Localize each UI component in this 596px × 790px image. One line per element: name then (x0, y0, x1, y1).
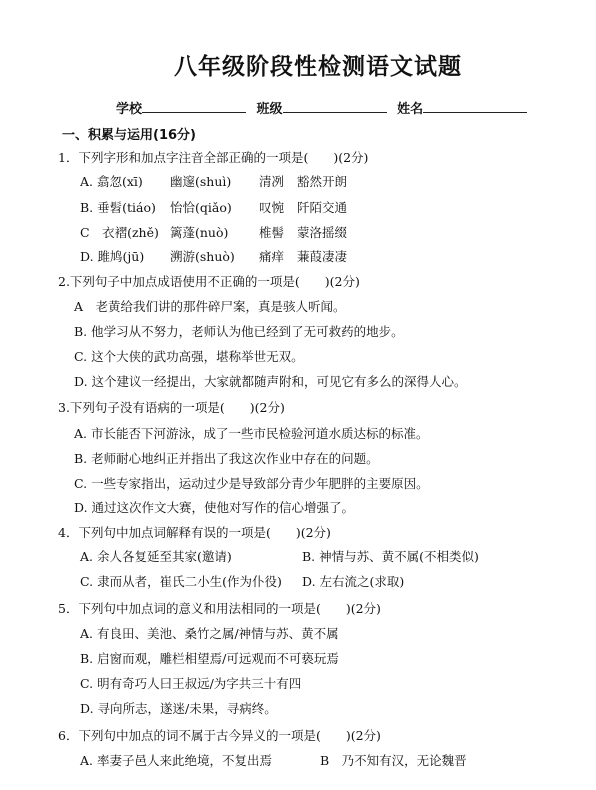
question-stem: 2.下列句子中加点成语使用不正确的一项是( )(2分) (58, 274, 360, 289)
q4-option: B. 神情与苏、黄不属(不相类似) (302, 549, 479, 564)
q3-option: C. 一些专家指出，运动过少是导致部分青少年肥胖的主要原因。 (74, 476, 429, 491)
q5-option: D. 寻向所志，遂迷/未果，寻病终。 (80, 701, 277, 716)
exam-title: 八年级阶段性检测语文试题 (174, 54, 462, 80)
name-label: 姓名 (397, 102, 424, 117)
q5-option: B. 启窗而观，雕栏相望焉/可远观而不可亵玩焉 (80, 651, 339, 666)
q1-word: 溯游(shuò) (170, 249, 235, 264)
q1-word: 蒹葭凄凄 (297, 249, 348, 264)
q1-word: 怡恰(qiǎo) (170, 200, 232, 215)
q5-option: A. 有良田、美池、桑竹之属/神情与苏、黄不属 (80, 626, 339, 641)
q2-option: C. 这个大侠的武功高强，堪称举世无双。 (74, 349, 304, 364)
q1-word: 幽邃(shuì) (170, 174, 232, 189)
q1-option: C 衣褶(zhě) (80, 225, 159, 240)
q1-word: 阡陌交通 (297, 200, 348, 215)
q3-option: D. 通过这次作文大赛，使他对写作的信心增强了。 (74, 500, 355, 515)
q4-option: A. 余人各复延至其家(邀请) (80, 549, 232, 564)
q1-word: 叹惋 (259, 200, 285, 215)
q1-option: B. 垂髫(tiáo) (80, 200, 156, 215)
section-heading: 一、积累与运用(16分) (62, 128, 196, 143)
question-stem: 5．下列句中加点词的意义和用法相同的一项是( )(2分) (58, 601, 381, 616)
question-stem: 4．下列句中加点词解释有误的一项是( )(2分) (58, 525, 331, 540)
student-info-line (116, 98, 533, 117)
q4-option: D. 左右流之(求取) (302, 574, 405, 589)
q1-option: A. 翕忽(xī) (80, 174, 143, 189)
q6-option: A. 率妻子邑人来此绝境，不复出焉 (80, 753, 272, 768)
q6-option: B 乃不知有汉，无论魏晋 (320, 753, 467, 768)
school-blank[interactable] (142, 100, 246, 113)
q4-option: C. 隶而从者，崔氏二小生(作为仆役) (80, 574, 282, 589)
q1-option: D. 雎鸠(jū) (80, 249, 145, 264)
q1-word: 清冽 (259, 174, 285, 189)
q1-word: 椎髻 (259, 225, 285, 240)
class-blank[interactable] (283, 100, 387, 113)
q2-option: A 老黄给我们讲的那件碎尸案，真是骇人听闻。 (74, 299, 346, 314)
q1-word: 痛痒 (259, 249, 285, 264)
q1-word: 豁然开朗 (297, 174, 348, 189)
question-stem: 3.下列句子没有语病的一项是( )(2分) (58, 400, 285, 415)
q5-option: C. 明有奇巧人曰王叔远/为字共三十有四 (80, 676, 302, 691)
question-stem: 1．下列字形和加点字注音全部正确的一项是( )(2分) (58, 150, 369, 165)
q3-option: A. 市长能否下河游泳，成了一些市民检验河道水质达标的标准。 (74, 426, 429, 441)
q3-option: B. 老师耐心地纠正并指出了我这次作业中存在的问题。 (74, 451, 379, 466)
name-blank[interactable] (423, 100, 527, 113)
q1-word: 篱蓬(nuò) (170, 225, 229, 240)
class-label: 班级 (256, 102, 283, 117)
q1-word: 蒙洛摇缀 (297, 225, 348, 240)
question-stem: 6．下列句中加点的词不属于古今异义的一项是( )(2分) (58, 728, 381, 743)
q2-option: B. 他学习从不努力，老师认为他已经到了无可救药的地步。 (74, 324, 404, 339)
q2-option: D. 这个建议一经提出，大家就都随声附和，可见它有多么的深得人心。 (74, 374, 467, 389)
school-label: 学校 (116, 102, 143, 117)
